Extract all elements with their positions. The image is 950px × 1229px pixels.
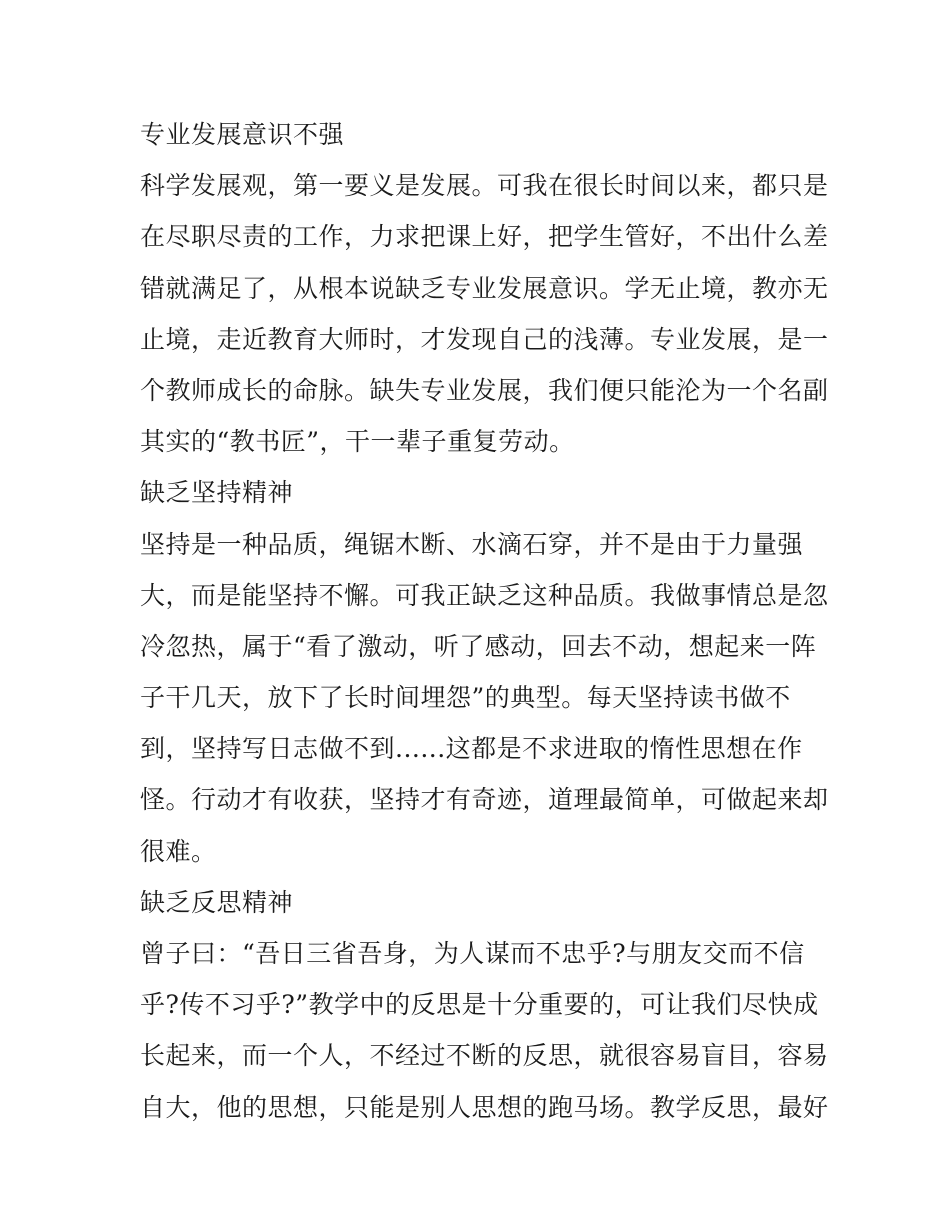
- paragraph-line: 很难。: [140, 836, 217, 866]
- section-heading: 专业发展意识不强: [140, 120, 345, 149]
- paragraph-line: 乎?传不习乎?”教学中的反思是十分重要的，可让我们尽快成: [140, 990, 819, 1020]
- paragraph-line: 错就满足了，从根本说缺乏专业发展意识。学无止境，教亦无: [140, 273, 829, 303]
- section-heading: 缺乏坚持精神: [140, 478, 294, 508]
- paragraph-line: 大，而是能坚持不懈。可我正缺乏这种品质。我做事情总是忽: [140, 580, 829, 610]
- section-professional-development: [140, 109, 829, 467]
- paragraph-line: 在尽职尽责的工作，力求把课上好，把学生管好，不出什么差: [140, 222, 829, 252]
- document-body: [140, 109, 829, 1133]
- paragraph-line: 个教师成长的命脉。缺失专业发展，我们便只能沦为一个名副: [140, 375, 829, 405]
- section-heading: 缺乏反思精神: [140, 887, 294, 917]
- paragraph-line: 止境，走近教育大师时，才发现自己的浅薄。专业发展，是一: [140, 324, 829, 354]
- paragraph-line: 坚持是一种品质，绳锯木断、水滴石穿，并不是由于力量强: [140, 529, 804, 559]
- section-reflection: [140, 877, 829, 1133]
- paragraph-line: 其实的“教书匠”，干一辈子重复劳动。: [140, 427, 575, 457]
- paragraph-line: 子干几天，放下了长时间埋怨”的典型。每天坚持读书做不: [140, 683, 791, 713]
- paragraph-line: 自大，他的思想，只能是别人思想的跑马场。教学反思，最好: [140, 1092, 829, 1122]
- paragraph-line: 冷忽热，属于“看了激动，听了感动，回去不动，想起来一阵: [140, 631, 817, 661]
- paragraph-line: 到，坚持写日志做不到......这都是不求进取的惰性思想在作: [140, 734, 803, 764]
- paragraph-line: 曾子曰：“吾日三省吾身，为人谋而不忠乎?与朋友交而不信: [140, 939, 805, 968]
- paragraph-line: 科学发展观，第一要义是发展。可我在很长时间以来，都只是: [140, 171, 829, 201]
- section-persistence: [140, 467, 829, 877]
- paragraph-line: 长起来，而一个人，不经过不断的反思，就很容易盲目，容易: [140, 1041, 829, 1071]
- paragraph-line: 怪。行动才有收获，坚持才有奇迹，道理最简单，可做起来却: [140, 785, 829, 815]
